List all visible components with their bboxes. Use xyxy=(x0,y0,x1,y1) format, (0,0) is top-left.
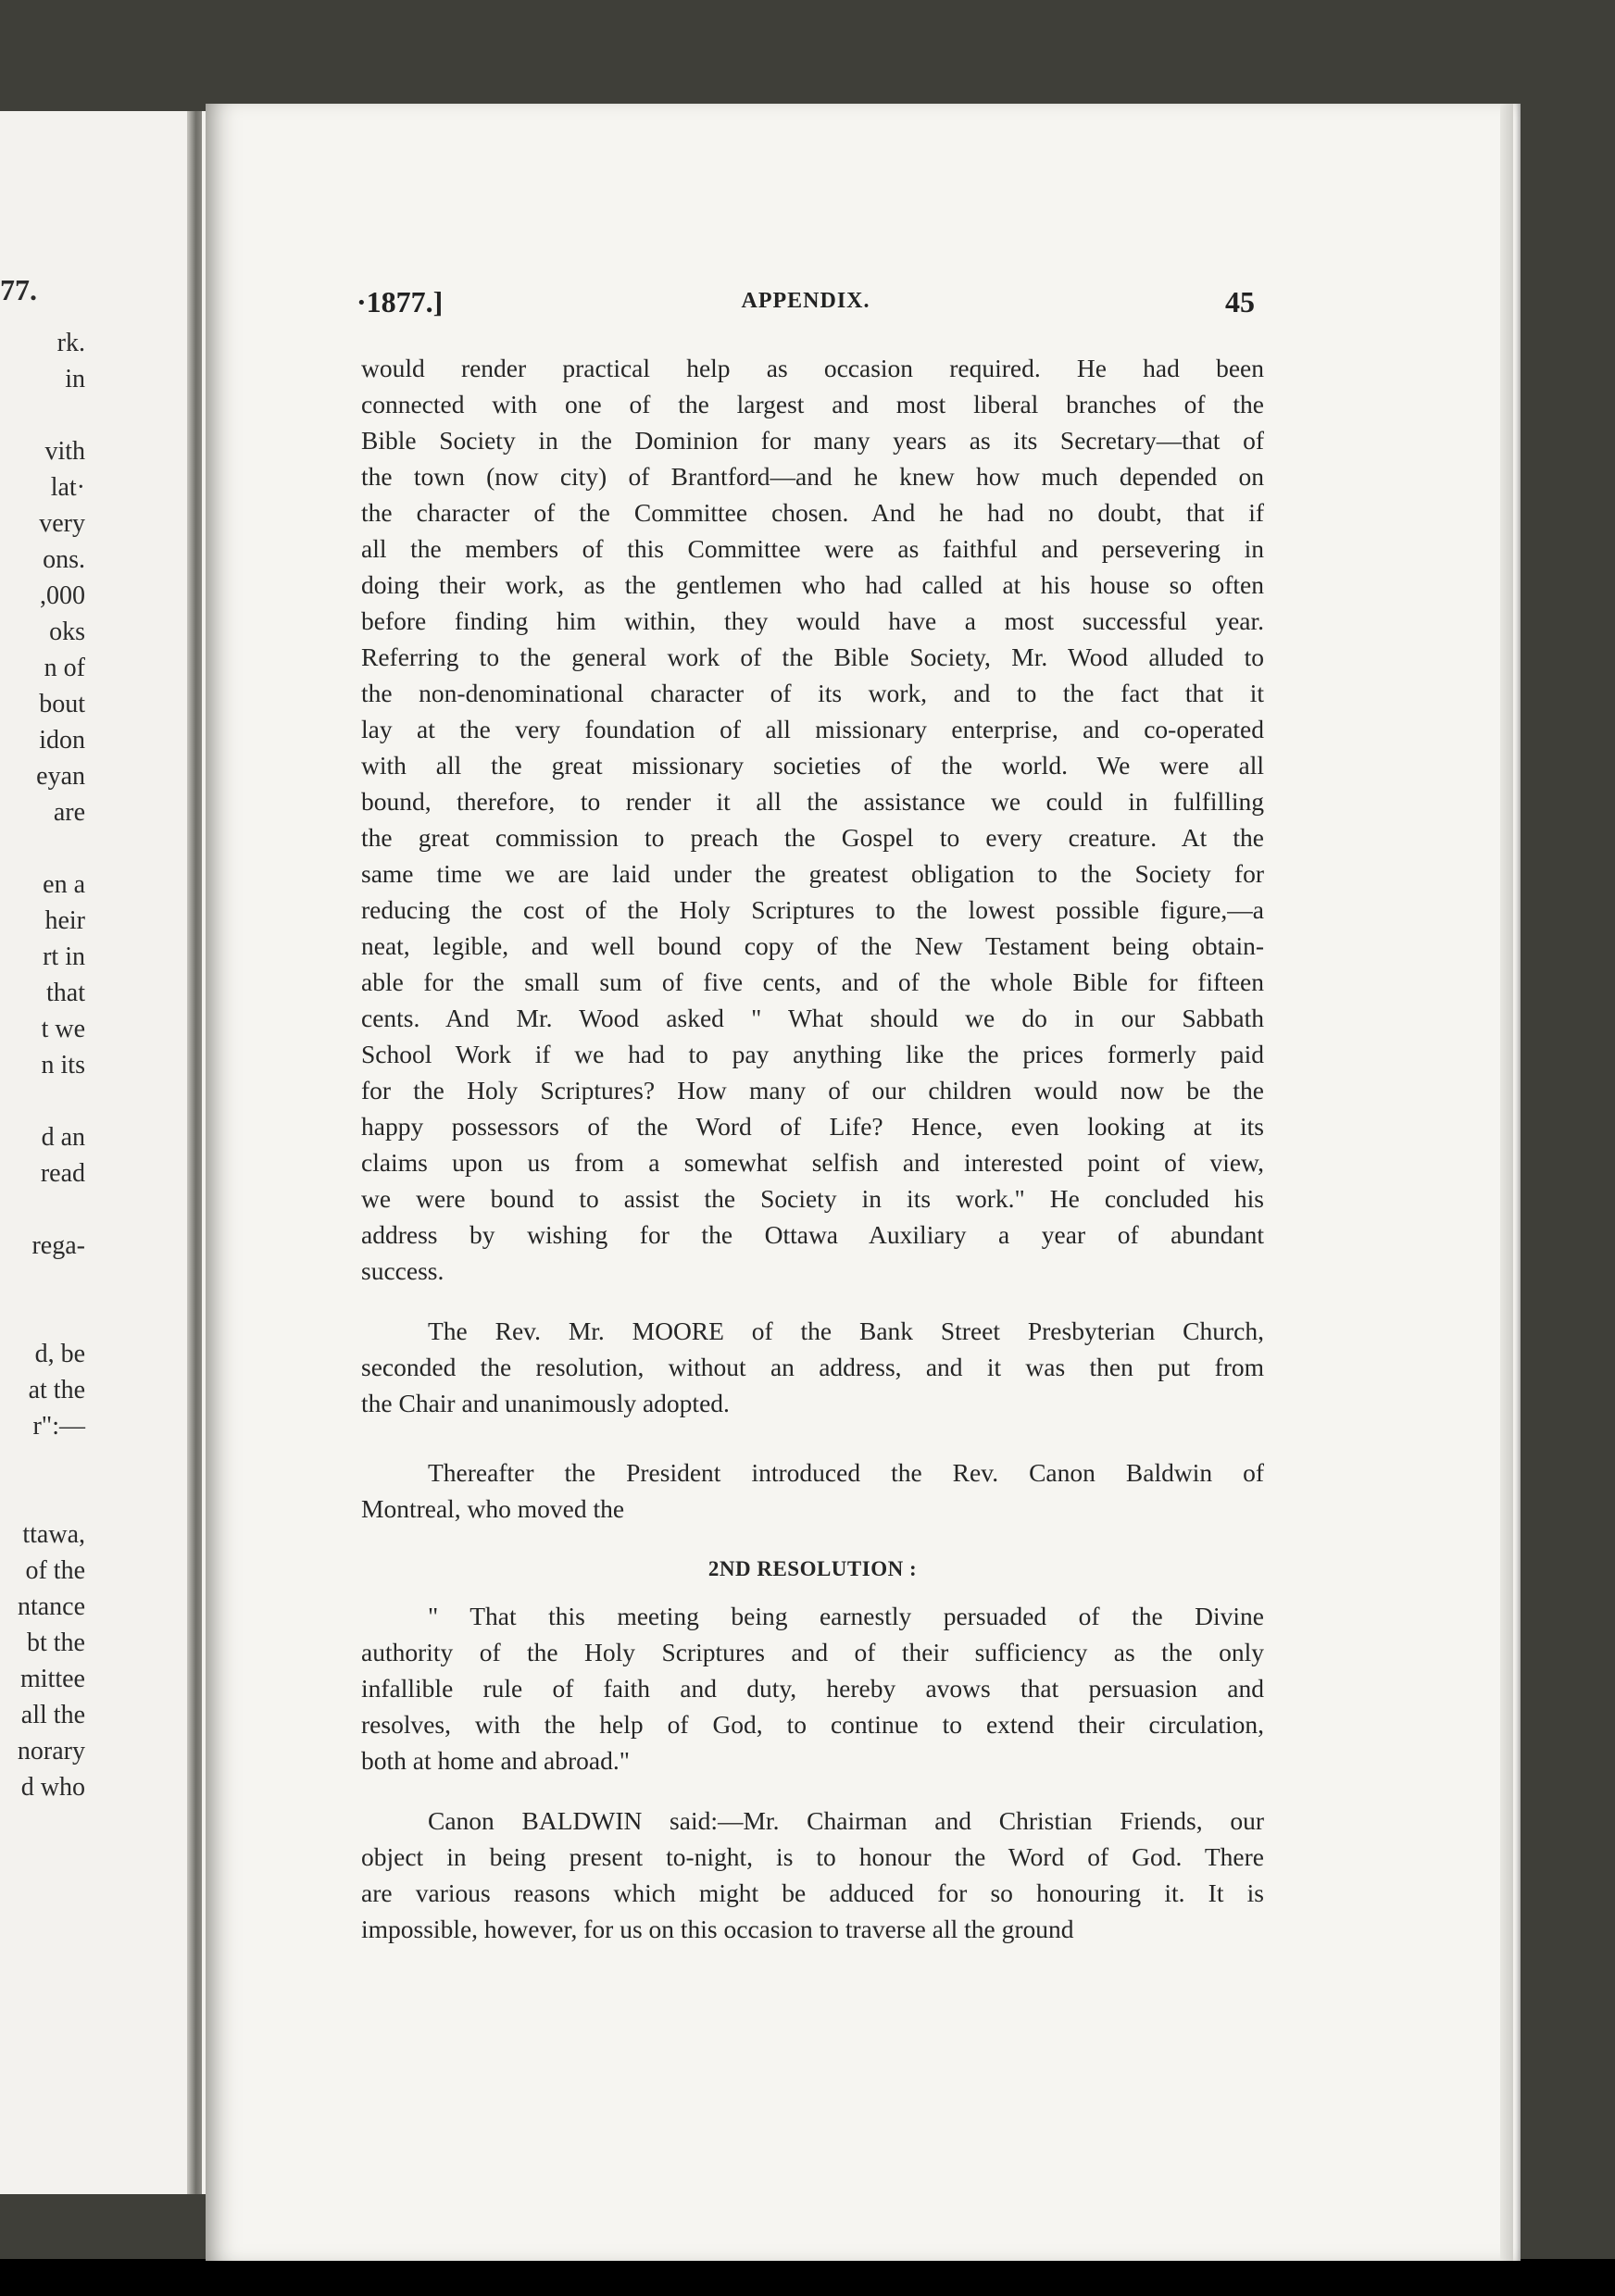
text-line: doing their work, as the gentlemen who had called at his house so often xyxy=(361,570,1264,599)
text-line: we were bound to assist the Society in its work." He concluded his xyxy=(361,1184,1264,1213)
text-line: neat, legible, and well bound copy of the New Testament being obtain- xyxy=(361,931,1264,960)
left-page-fragment: bt the xyxy=(27,1628,85,1657)
paragraph-wood-address xyxy=(361,350,1264,1289)
left-page-fragment: in xyxy=(65,365,85,393)
text-line: lay at the very foundation of all missionary enterprise, and co-operated xyxy=(361,715,1264,743)
left-page-fragment: eyan xyxy=(36,762,85,791)
text-line: School Work if we had to pay anything like the prices formerly paid xyxy=(361,1040,1264,1068)
text-line: impossible, however, for us on this occasion to traverse all the ground xyxy=(361,1915,1074,1943)
left-page-number: 77. xyxy=(0,273,37,306)
facing-page-left xyxy=(0,111,206,2194)
text-line: happy possessors of the Word of Life? Hence, even looking at its xyxy=(361,1112,1264,1141)
paragraph-baldwin-introduced xyxy=(361,1454,1264,1527)
left-page-fragment: ttawa, xyxy=(22,1520,85,1549)
text-line: for the Holy Scriptures? How many of our children would now be the xyxy=(361,1076,1264,1104)
text-line: claims upon us from a somewhat selfish and interested point of view, xyxy=(361,1148,1264,1177)
left-page-fragment: en a xyxy=(43,870,85,899)
text-line: " That this meeting being earnestly persuaded of the Divine xyxy=(428,1602,1264,1630)
text-line: before finding him within, they would have a most successful year. xyxy=(361,606,1264,635)
text-line: Canon BALDWIN said:—Mr. Chairman and Christian Friends, our xyxy=(428,1806,1264,1835)
text-line: same time we are laid under the greatest obligation to the Society for xyxy=(361,859,1264,888)
text-line: both at home and abroad." xyxy=(361,1746,630,1775)
left-page-fragment: ,000 xyxy=(40,581,85,610)
text-line: the town (now city) of Brantford—and he knew how much depended on xyxy=(361,462,1264,491)
page-number: 45 xyxy=(1225,285,1255,318)
left-page-fragment: mittee xyxy=(20,1665,85,1693)
left-page-fragment: norary xyxy=(17,1737,85,1766)
text-line: Montreal, who moved the xyxy=(361,1494,625,1523)
text-line: the character of the Committee chosen. And he had no doubt, that if xyxy=(361,498,1264,527)
left-page-fragment: rk. xyxy=(56,329,85,357)
left-page-fragment: oks xyxy=(49,618,85,646)
scan-bottom-border xyxy=(0,2259,1615,2296)
text-line: object in being present to-night, is to honour the Word of God. There xyxy=(361,1842,1264,1871)
text-line: success. xyxy=(361,1256,444,1285)
text-line: seconded the resolution, without an address, and it was then put from xyxy=(361,1353,1264,1381)
left-page-fragment: bout xyxy=(39,690,85,718)
paragraph-baldwin-speech xyxy=(361,1803,1264,1947)
text-line: able for the small sum of five cents, and of the whole Bible for fifteen xyxy=(361,967,1264,996)
text-line: all the members of this Committee were as faithful and persevering in xyxy=(361,534,1264,563)
left-page-fragment: rega- xyxy=(31,1231,85,1260)
text-line: the non-denominational character of its work, and to the fact that it xyxy=(361,679,1264,707)
left-page-fragment: rt in xyxy=(43,942,85,971)
text-line: Thereafter the President introduced the Rev. Canon Baldwin of xyxy=(428,1458,1264,1487)
left-page-fragment: t we xyxy=(41,1015,85,1043)
text-line: would render practical help as occasion required. He had been xyxy=(361,354,1264,382)
left-page-fragment: are xyxy=(53,798,85,827)
left-page-fragment: ons. xyxy=(43,545,85,574)
left-page-fragment: d, be xyxy=(34,1340,85,1368)
text-line: cents. And Mr. Wood asked " What should we do in our Sabbath xyxy=(361,1004,1264,1032)
left-page-fragment: d who xyxy=(20,1773,85,1802)
left-page-fragment: d an xyxy=(41,1123,85,1152)
text-line: resolves, with the help of God, to continue to extend their circulation, xyxy=(361,1710,1264,1739)
left-page-fragment: read xyxy=(40,1159,85,1188)
left-page-fragment: that xyxy=(46,979,85,1007)
left-page-fragment: r":— xyxy=(32,1412,85,1441)
running-head-title: APPENDIX. xyxy=(741,289,870,313)
text-line: the Chair and unanimously adopted. xyxy=(361,1389,730,1417)
running-head xyxy=(357,285,1255,322)
book-gutter xyxy=(187,111,202,2194)
resolution-heading: 2ND RESOLUTION : xyxy=(707,1557,918,1580)
left-page-fragment: n of xyxy=(44,654,85,682)
left-page-fragment: very xyxy=(39,509,85,538)
paragraph-moore-seconded xyxy=(361,1313,1264,1421)
text-line: Bible Society in the Dominion for many years as its Secretary—that of xyxy=(361,426,1264,455)
left-page-fragment: of the xyxy=(25,1556,85,1585)
left-page-fragment: ntance xyxy=(17,1592,85,1621)
page-body xyxy=(361,350,1264,1947)
left-page-fragment: vith xyxy=(44,437,85,466)
text-line: reducing the cost of the Holy Scriptures to the lowest possible figure,—a xyxy=(361,895,1264,924)
left-page-fragment: idon xyxy=(39,726,85,755)
text-line: address by wishing for the Ottawa Auxiliary a year of abundant xyxy=(361,1220,1264,1249)
left-page-fragment: all the xyxy=(20,1701,85,1729)
running-head-year: ·1877.] xyxy=(357,285,444,318)
text-line: bound, therefore, to render it all the assistance we could in fulfilling xyxy=(361,787,1264,816)
text-line: with all the great missionary societies of the world. We were all xyxy=(361,751,1264,780)
text-line: the great commission to preach the Gospel to every creature. At the xyxy=(361,823,1264,852)
text-line: are various reasons which might be adduced for so honouring it. It is xyxy=(361,1878,1264,1907)
resolution-text xyxy=(361,1598,1264,1778)
text-line: authority of the Holy Scriptures and of their sufficiency as the only xyxy=(361,1638,1264,1666)
left-page-fragment: lat· xyxy=(50,473,85,502)
page-edge xyxy=(1500,104,1513,2261)
left-page-fragment: n its xyxy=(41,1051,85,1079)
left-page-fragment: heir xyxy=(44,906,85,935)
left-page-fragment: at the xyxy=(28,1376,85,1404)
text-line: infallible rule of faith and duty, hereby avows that persuasion and xyxy=(361,1674,1264,1703)
text-line: The Rev. Mr. MOORE of the Bank Street Presbyterian Church, xyxy=(428,1316,1264,1345)
text-line: connected with one of the largest and most liberal branches of the xyxy=(361,390,1264,418)
text-line: Referring to the general work of the Bible Society, Mr. Wood alluded to xyxy=(361,643,1264,671)
